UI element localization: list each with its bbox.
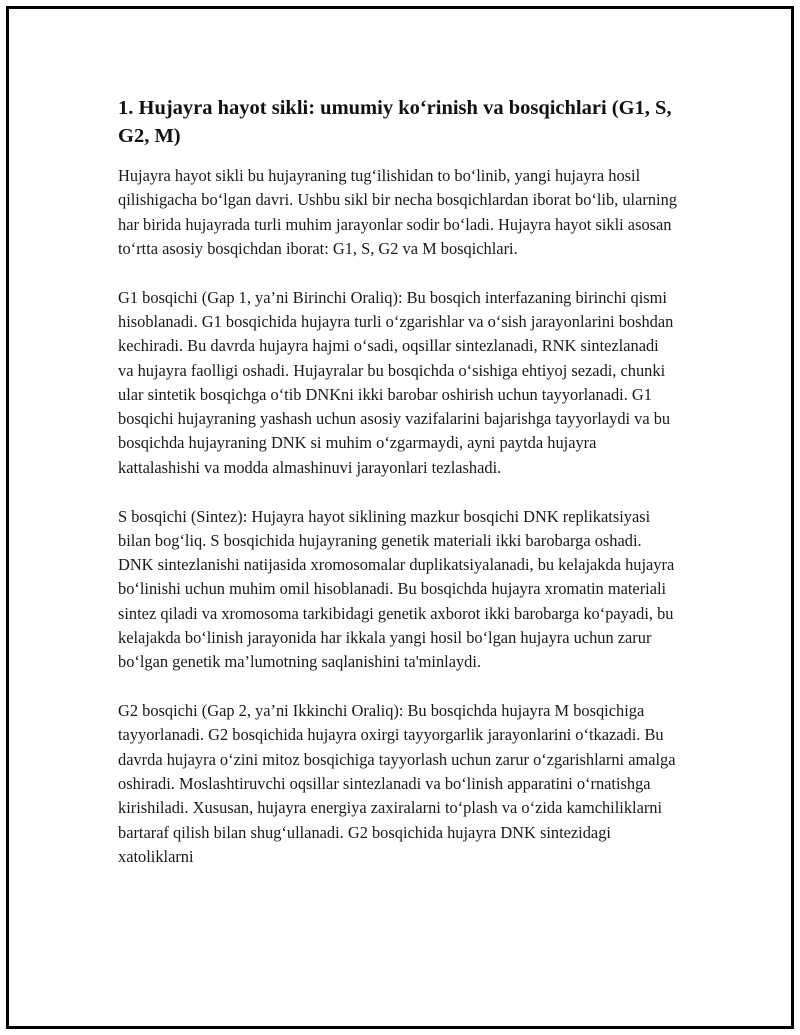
document-body [118, 94, 678, 894]
paragraph-g1-phase: G1 bosqichi (Gap 1, ya’ni Birinchi Oraliq): Bu bosqich interfazaning birinchi qismi hisoblanadi. G1 bosqichida hujayra turli o‘zgarishlar va o‘sish jarayonlarini boshdan kechiradi. Bu davrda hujayra hajmi o‘sadi, oqsillar sintezlanadi, RNK sintezlanadi va hujayra faolligi oshadi. Hujayralar bu bosqichda o‘sishiga ehtiyoj sezadi, chunki ular sintetik bosqichga o‘tib DNKni ikki barobar oshirish uchun tayyorlanadi. G1 bosqichi hujayraning yashash uchun asosiy vazifalarini bajarishga tayyorlaydi va bu bosqichda hujayraning DNK si muhim o‘zgarmaydi, ayni paytda hujayra kattalashishi va modda almashinuvi jarayonlari tezlashadi. [118, 287, 674, 477]
paragraph-s-phase: S bosqichi (Sintez): Hujayra hayot siklining mazkur bosqichi DNK replikatsiyasi bilan bog‘liq. S bosqichida hujayraning genetik materiali ikki barobarga oshadi. DNK sintezlanishi natijasida xromosomalar duplikatsiyalanadi, bu kelajakda hujayra bo‘linishi uchun muhim omil hisoblanadi. Bu bosqichda hujayra xromatin materiali sintez qiladi va xromosoma tarkibidagi genetik axborot ikki barobarga ko‘payadi, bu kelajakda bo‘linish jarayonida har ikkala yangi hosil bo‘lgan hujayra uchun zarur bo‘lgan genetik ma’lumotning saqlanishini ta'minlaydi. [118, 506, 675, 672]
section-heading: 1. Hujayra hayot sikli: umumiy ko‘rinish va bosqichlari (G1, S, G2, M) [118, 97, 672, 147]
paragraph-g2-phase: G2 bosqichi (Gap 2, ya’ni Ikkinchi Oraliq): Bu bosqichda hujayra M bosqichiga tayyorlanadi. G2 bosqichida hujayra oxirgi tayyorgarlik jarayonlarini o‘tkazadi. Bu davrda hujayra o‘zini mitoz bosqichiga tayyorlash uchun zarur o‘zgarishlarni amalga oshiradi. Moslashtiruvchi oqsillar sintezlanadi va bo‘linish apparatini o‘rnatishga kirishiladi. Xususan, hujayra energiya zaxiralarni to‘plash va o‘zida kamchiliklarni bartaraf qilish bilan shug‘ullanadi. G2 bosqichida hujayra DNK sintezidagi xatoliklarni [118, 701, 676, 866]
paragraph-intro: Hujayra hayot sikli bu hujayraning tug‘ilishidan to bo‘linib, yangi hujayra hosil qilishigacha bo‘lgan davri. Ushbu sikl bir necha bosqichlardan iborat bo‘lib, ularning har birida hujayrada turli muhim jarayonlar sodir bo‘ladi. Hujayra hayot sikli asosan to‘rtta asosiy bosqichdan iborat: G1, S, G2 va M bosqichlari. [118, 166, 677, 258]
